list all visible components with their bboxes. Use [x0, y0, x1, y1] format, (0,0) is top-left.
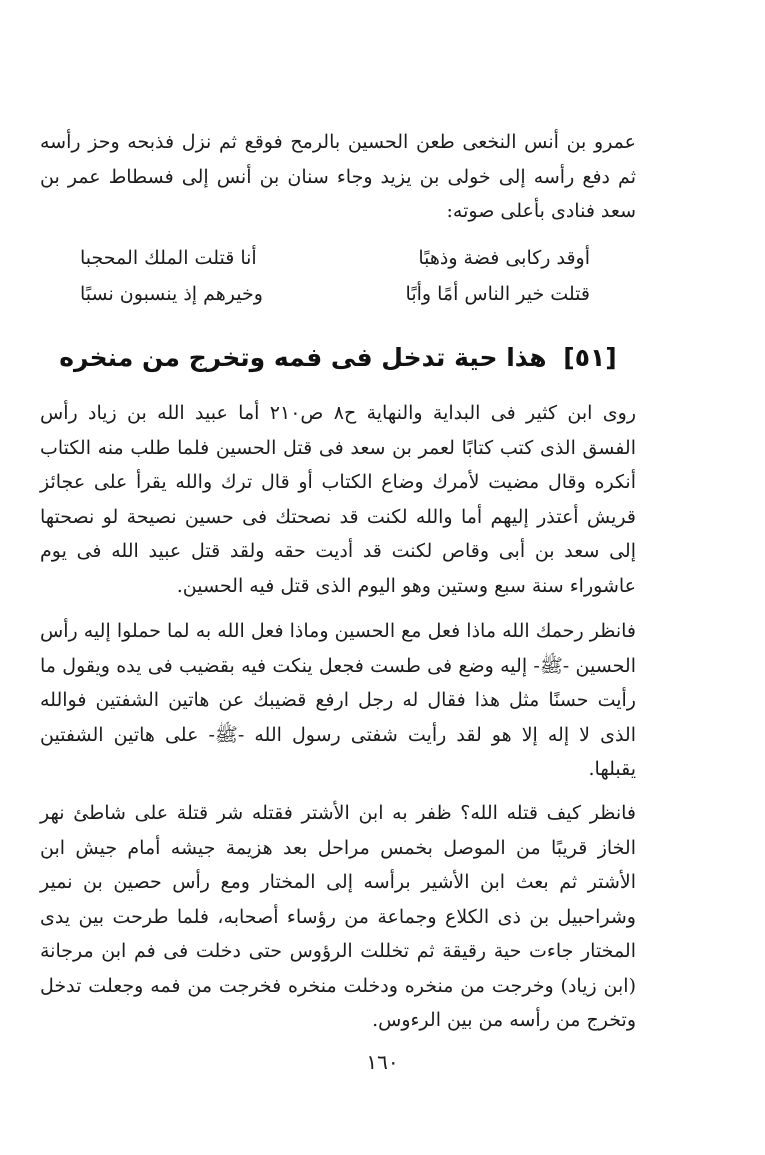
section-title: هذا حية تدخل فى فمه وتخرج من منخره	[59, 343, 547, 372]
paragraph-ibn-kathir-narration: روى ابن كثير فى البداية والنهاية ح٨ ص٢١٠ أما عبيد الله بن زياد رأس الفسق الذى كتب كتابًا لعمر بن سعد فى قتل الحسين فلما طلب منه الكتاب أنكره وقال مضيت لأمرك وضاع الكتاب أو قال ترك والله يقرأ على عجائز قريش أعتذر إليهم أما والله لكنت قد نصحتك فى حسين نصيحة لو نصحتها إلى سعد بن أبى وقاص لكنت قد أديت حقه ولقد قتل عبيد الله فى يوم عاشوراء سنة سبع وستين وهو اليوم الذى قتل فيه الحسين.	[40, 402, 637, 597]
section-heading	[40, 336, 636, 380]
verse-line-2-first-hemistich: قتلت خير الناس أمًا وأبًا	[405, 283, 590, 305]
paragraph-head-of-husayn: فانظر رحمك الله ماذا فعل مع الحسين وماذا فعل الله به لما حملوا إليه رأس الحسين -ﷺ- إليه وضع فى طست فجعل ينكت فيه بقضيب فى يده ويقول ما رأيت حسنًا مثل هذا فقال له رجل ارفع قضيبك عن هاتين الشفتين فوالله الذى لا إله إلا هو لقد رأيت شفتى رسول الله -ﷺ- على هاتين الشفتين يقبلها.	[40, 620, 636, 780]
page-number: ١٦٠	[366, 1050, 399, 1074]
verse-line-1-first-hemistich: أوقد ركابى فضة وذهبًا	[418, 247, 590, 269]
poem-verse	[80, 240, 590, 312]
verse-line-2-second-hemistich: وخيرهم إذ ينسبون نسبًا	[80, 283, 263, 305]
paragraph-death-of-ibn-ziyad: فانظر كيف قتله الله؟ ظفر به ابن الأشتر فقتله شر قتلة على شاطئ نهر الخاز قريبًا من الموصل بخمس مراحل بعد هزيمة جيشه أمام جيش ابن الأشتر ثم بعث ابن الأشير برأسه إلى المختار ومع رأس حصين بن نمير وشراحبيل بن ذى الكلاع وجماعة من رؤساء أصحابه، فلما طرحت بين يدى المختار جاءت حية رقيقة ثم تخللت الرؤوس حتى دخلت فى فم ابن مرجانة (ابن زياد) وخرجت من منخره ودخلت منخره فخرجت من فمه وجعلت تدخل وتخرج من رأسه من بين الرءوس.	[40, 802, 636, 1031]
verse-line-1	[80, 240, 590, 276]
paragraph-killing-account: عمرو بن أنس النخعى طعن الحسين بالرمح فوقع ثم نزل فذبحه وحز رأسه ثم دفع رأسه إلى خولى بن يزيد وجاء سنان بن أنس إلى فسطاط عمر بن سعد فنادى بأعلى صوته:	[40, 131, 636, 222]
section-number: [٥١]	[563, 343, 617, 372]
verse-line-1-second-hemistich: أنا قتلت الملك المحجبا	[80, 247, 257, 269]
verse-line-2	[80, 276, 590, 312]
